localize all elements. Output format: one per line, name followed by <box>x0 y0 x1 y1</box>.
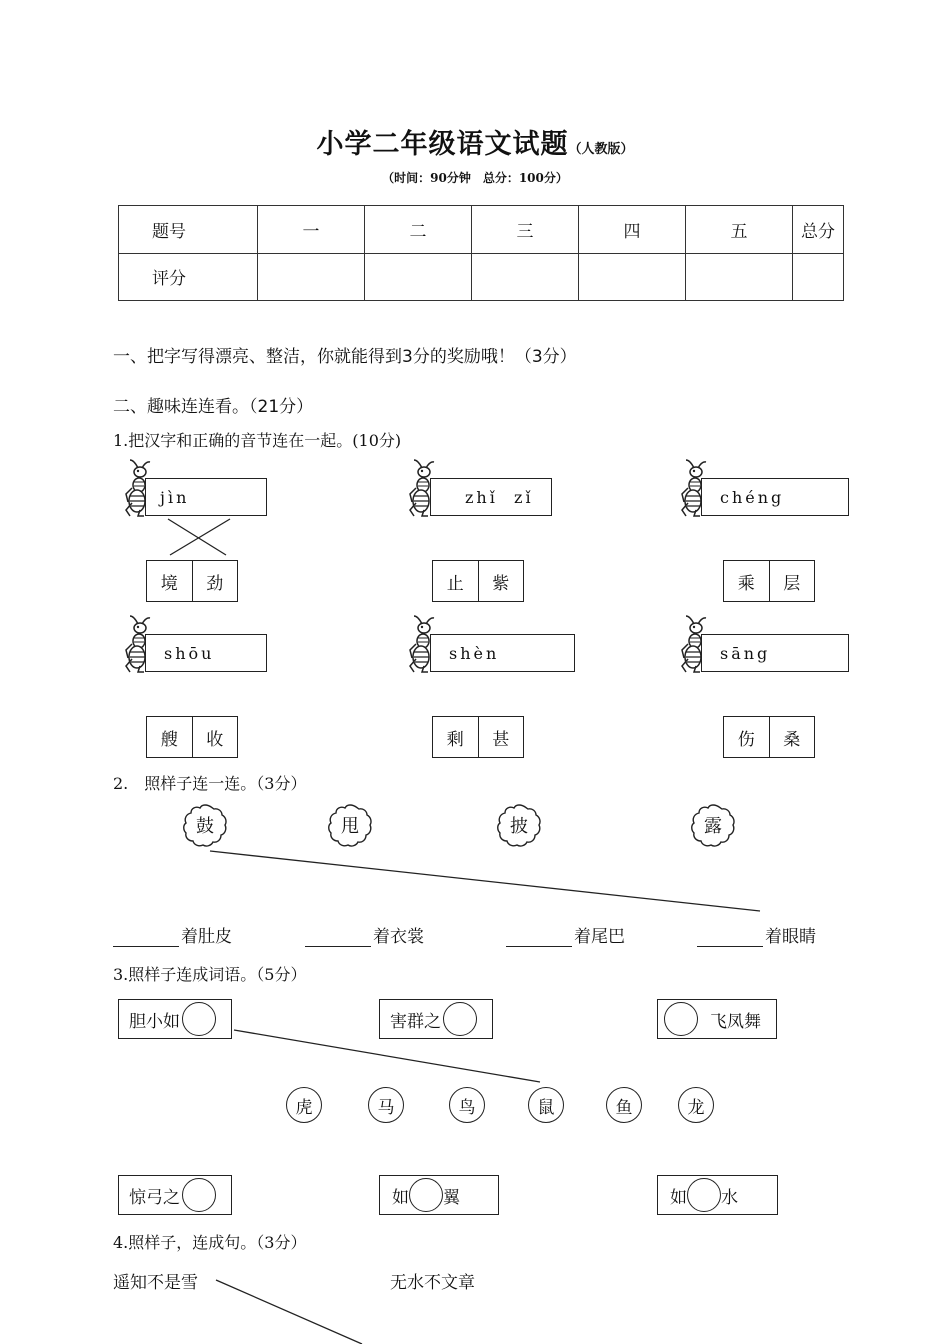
animal-circle-ma[interactable]: 马 <box>368 1087 404 1123</box>
char-pair-shang-sang[interactable]: 伤 桑 <box>723 716 815 758</box>
table-cell: 评分 <box>119 253 258 301</box>
idiom-box-feifengwu[interactable]: 飞凤舞 <box>657 999 777 1039</box>
verb-cloud-shuai[interactable]: 甩 <box>327 802 373 848</box>
table-cell: 总分 <box>793 206 844 254</box>
animal-circle-shu[interactable]: 鼠 <box>528 1087 564 1123</box>
answer-circle[interactable] <box>182 1178 216 1212</box>
char-pair-sou-shou[interactable]: 艘 收 <box>146 716 238 758</box>
table-cell: 四 <box>579 206 686 254</box>
verb-cloud-gu[interactable]: 鼓 <box>182 802 228 848</box>
score-table-header-row <box>119 206 844 254</box>
question-2-title: 2. 照样子连一连。（3分） <box>113 774 307 793</box>
section-1-heading: 一、把字写得漂亮、整洁，你就能得到3分的奖励哦！（3分） <box>113 347 577 367</box>
example-cross-lines <box>160 515 240 559</box>
idiom-box-jinggongzhi[interactable]: 惊弓之 <box>118 1175 232 1215</box>
idiom-box-danxiaoru[interactable]: 胆小如 <box>118 999 232 1039</box>
score-table-score-row <box>119 253 844 301</box>
pinyin-box-zhi-zi: zhǐ zǐ <box>430 478 552 516</box>
score-cell[interactable] <box>793 253 844 301</box>
idiom-box-rushui[interactable]: 如 水 <box>657 1175 778 1215</box>
score-cell[interactable] <box>365 253 472 301</box>
sentence-right[interactable]: 无水不文章 <box>390 1273 475 1293</box>
idiom-box-haiqunzhi[interactable]: 害群之 <box>379 999 493 1039</box>
animal-circle-hu[interactable]: 虎 <box>286 1087 322 1123</box>
char-pair-sheng-shen[interactable]: 剩 甚 <box>432 716 524 758</box>
phrase-blank-4[interactable]: 着眼睛 <box>697 922 816 947</box>
question-3-title: 3.照样子连成词语。（5分） <box>113 965 307 984</box>
table-cell: 三 <box>472 206 579 254</box>
pinyin-box-shen: shèn <box>430 634 575 672</box>
verb-cloud-pi[interactable]: 披 <box>496 802 542 848</box>
section-2-heading: 二、趣味连连看。（21分） <box>113 397 314 417</box>
table-cell: 五 <box>686 206 793 254</box>
pinyin-box-shou: shōu <box>145 634 267 672</box>
idiom-box-ruhuyi[interactable]: 如 翼 <box>379 1175 499 1215</box>
page-title: 小学二年级语文试题（人教版） <box>316 129 634 160</box>
sentence-left[interactable]: 遥知不是雪 <box>113 1273 198 1293</box>
pinyin-box-jin: jìn <box>145 478 267 516</box>
exam-info: （时间：90分钟 总分：100分） <box>382 171 568 185</box>
answer-circle[interactable] <box>409 1178 443 1212</box>
score-cell[interactable] <box>472 253 579 301</box>
table-cell: 二 <box>365 206 472 254</box>
pinyin-box-cheng: chéng <box>701 478 849 516</box>
answer-circle[interactable] <box>687 1178 721 1212</box>
score-cell[interactable] <box>579 253 686 301</box>
table-cell: 一 <box>258 206 365 254</box>
score-table <box>118 205 844 301</box>
phrase-blank-3[interactable]: 着尾巴 <box>506 922 625 947</box>
example-line-q2 <box>200 845 770 920</box>
char-pair-cheng-ceng[interactable]: 乘 层 <box>723 560 815 602</box>
question-4-title: 4.照样子，连成句。（3分） <box>113 1233 307 1252</box>
answer-circle[interactable] <box>182 1002 216 1036</box>
example-line-q3 <box>228 1024 548 1086</box>
phrase-blank-1[interactable]: 着肚皮 <box>113 922 232 947</box>
verb-cloud-lu[interactable]: 露 <box>690 802 736 848</box>
animal-circle-yu[interactable]: 鱼 <box>606 1087 642 1123</box>
example-line-q4 <box>210 1276 370 1344</box>
animal-circle-niao[interactable]: 鸟 <box>449 1087 485 1123</box>
question-1-title: 1.把汉字和正确的音节连在一起。(10分) <box>113 431 402 450</box>
phrase-blank-2[interactable]: 着衣裳 <box>305 922 424 947</box>
pinyin-box-sang: sāng <box>701 634 849 672</box>
table-cell: 题号 <box>119 206 258 254</box>
score-cell[interactable] <box>258 253 365 301</box>
animal-circle-long[interactable]: 龙 <box>678 1087 714 1123</box>
answer-circle[interactable] <box>664 1002 698 1036</box>
score-cell[interactable] <box>686 253 793 301</box>
char-pair-jing-jin[interactable]: 境 劲 <box>146 560 238 602</box>
char-pair-zhi-zi[interactable]: 止 紫 <box>432 560 524 602</box>
edition-note: （人教版） <box>568 142 634 157</box>
